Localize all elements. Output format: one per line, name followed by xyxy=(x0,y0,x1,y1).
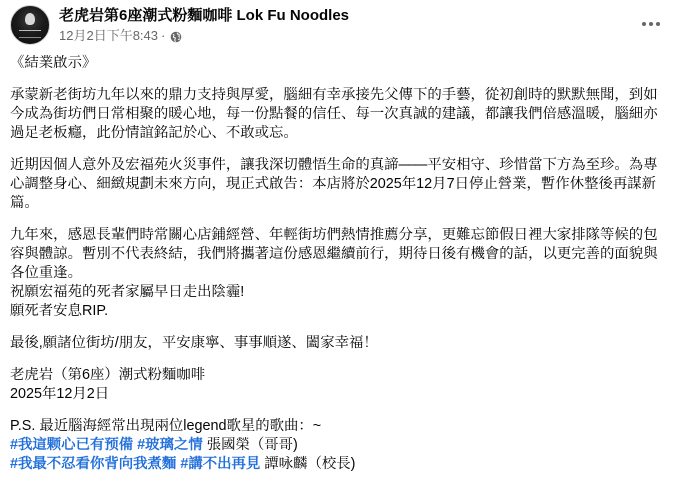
page-avatar[interactable] xyxy=(10,5,50,45)
paragraph-wishes: 最後,願諸位街坊/朋友，平安康寧、事事順遂、闔家幸福！ xyxy=(10,335,378,351)
signature-block xyxy=(10,366,668,404)
signature-date: 2025年12月2日 xyxy=(10,386,110,402)
artist-name: 譚咏麟（校長) xyxy=(260,456,356,472)
more-options-button[interactable] xyxy=(639,12,663,36)
paragraph-closure-notice: 近期因個人意外及宏福苑火災事件，讓我深切體悟生命的真諦——平安相守、珍惜當下方為至珍。為專心調整身心、細緻規劃未來方向，現正式啟告：本店將於2025年12月7日停止營業，暫作休整後再謀新篇。 xyxy=(10,157,658,211)
thanks-text: 九年來，感恩長輩們時常關心店鋪經營、年輕街坊們熱情推薦分享，更難忘節假日裡大家排隊等候的包容與體諒。暫別不代表終結，我們將攜著這份感恩繼續前行，期待日後有機會的話，以更完善的面貌與各位重逢。 xyxy=(10,227,658,281)
hashtag-link[interactable]: #講不出再見 xyxy=(180,456,261,472)
signature-name: 老虎岩（第6座）潮式粉麵咖啡 xyxy=(10,367,206,383)
hashtag-line-1 xyxy=(10,436,668,455)
post-timestamp[interactable]: 12月2日下午8:43 xyxy=(59,28,158,43)
post-title: 《結業啟示》 xyxy=(10,55,97,71)
logo-mark xyxy=(25,13,35,25)
postscript-block xyxy=(10,417,668,474)
paragraph-gratitude: 承蒙新老街坊九年以來的鼎力支持與厚愛，腦細有幸承接先父傳下的手藝，從初創時的默默無聞，到如今成為街坊們日常相聚的暖心地，每一份點餐的信任、每一次真誠的建議，都讓我們倍感溫暖，腦細亦過足老板癮，此份情誼銘記於心、不敢或忘。 xyxy=(10,87,658,141)
page-name-link[interactable]: 老虎岩第6座潮式粉麵咖啡 Lok Fu Noodles xyxy=(59,7,350,24)
hashtag-link[interactable]: #我這颗心已有预備 xyxy=(10,437,134,453)
hashtag-link[interactable]: #玻璃之情 xyxy=(137,437,203,453)
artist-name: 張國榮（哥哥) xyxy=(202,437,298,453)
post-header xyxy=(10,4,665,48)
logo-text-lines xyxy=(19,30,41,38)
rip-line: 願死者安息RIP. xyxy=(10,303,109,319)
hashtag-line-2 xyxy=(10,455,668,474)
post-body xyxy=(10,54,668,487)
globe-icon xyxy=(170,30,182,42)
paragraph-thanks xyxy=(10,226,668,321)
post-meta xyxy=(59,27,182,45)
hashtag-link[interactable]: #我最不忍看你背向我煮麵 xyxy=(10,456,177,472)
meta-separator: · xyxy=(161,28,166,43)
blessing-line: 祝願宏福苑的死者家屬早日走出陰霾! xyxy=(10,284,245,300)
postscript-text: P.S. 最近腦海經常出現兩位legend歌星的歌曲：~ xyxy=(10,418,322,434)
more-horizontal-icon xyxy=(641,21,661,27)
